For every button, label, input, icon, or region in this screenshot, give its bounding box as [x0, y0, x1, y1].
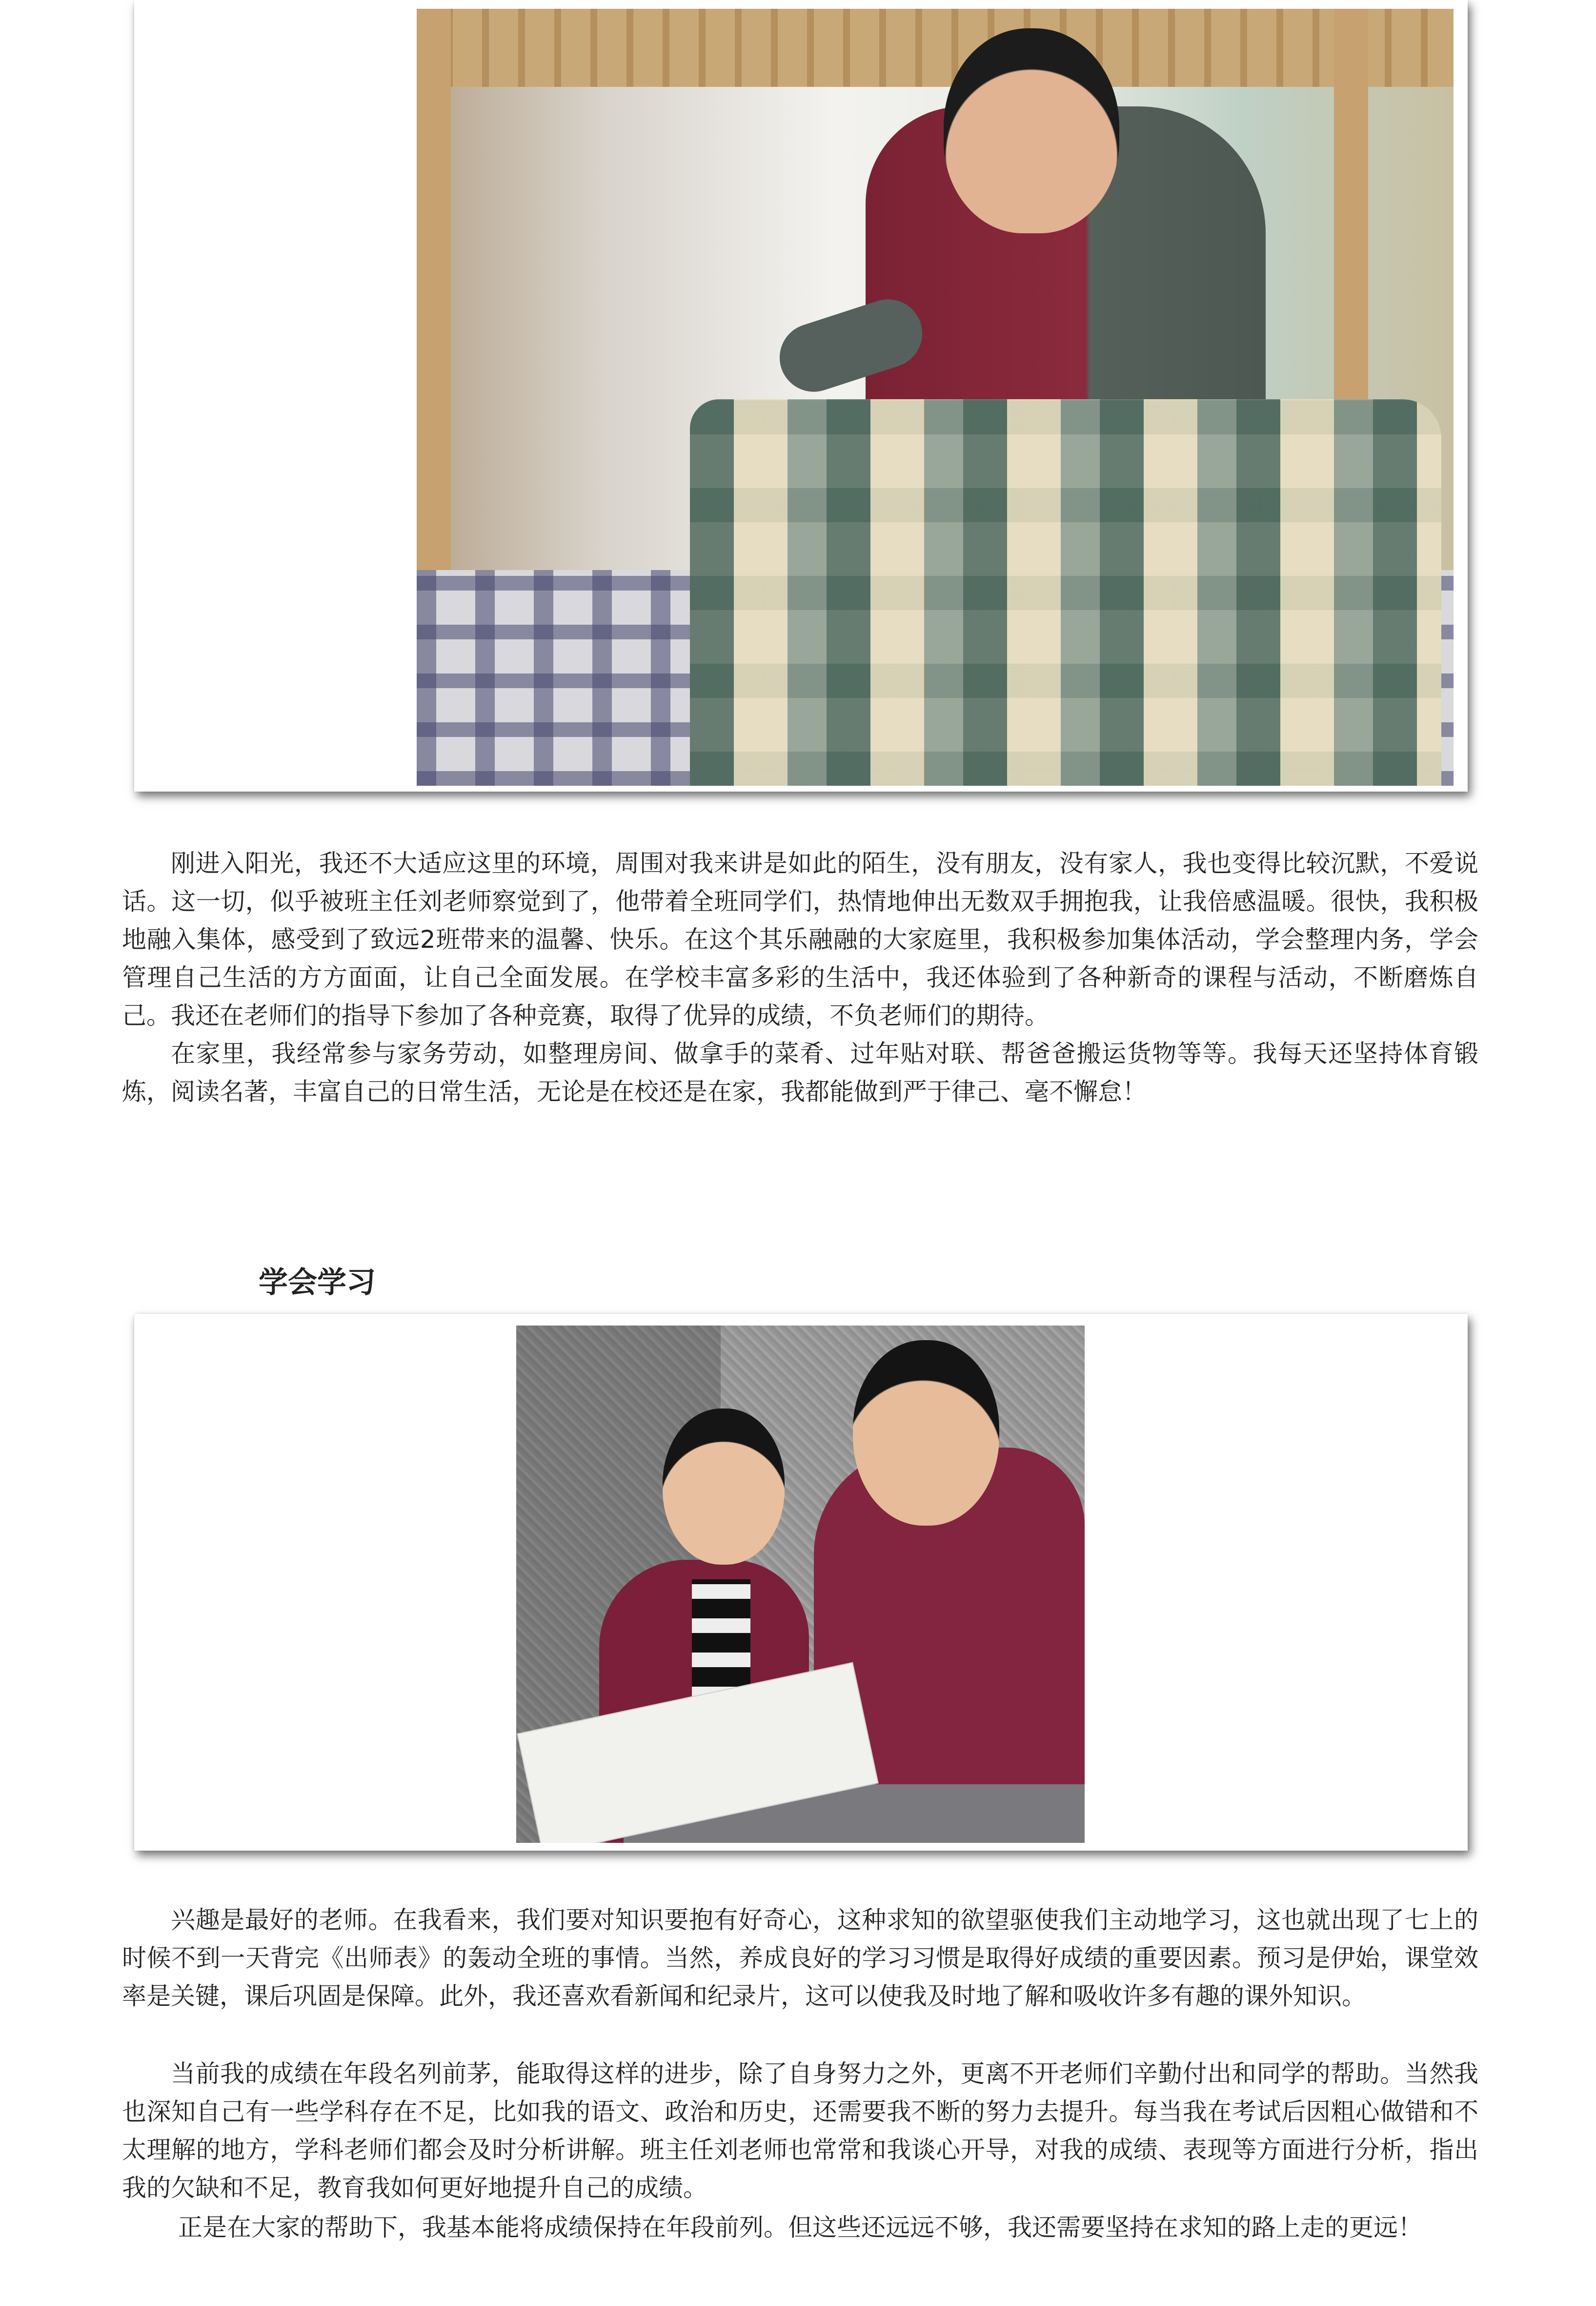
- paragraph-progress: 当前我的成绩在年段名列前茅，能取得这样的进步，除了自身努力之外，更离不开老师们辛勤付出和同学的帮助。当然我也深知自己有一些学科存在不足，比如我的语文、政治和历史，还需要我不断的努力去提升。每当我在考试后因粗心做错和不太理解的地方，学科老师们都会及时分析讲解。班主任刘老师也常常和我谈心开导，对我的成绩、表现等方面进行分析，指出我的欠缺和不足，教育我如何更好地提升自己的成绩。: [122, 2060, 1478, 2202]
- paragraph-interest: 兴趣是最好的老师。在我看来，我们要对知识要抱有好奇心，这种求知的欲望驱使我们主动地学习，这也就出现了七上的时候不到一天背完《出师表》的轰动全班的事情。当然，养成良好的学习习惯是取得好成绩的重要因素。预习是伊始，课堂效率是关键，课后巩固是保障。此外，我还喜欢看新闻和纪录片，这可以使我及时地了解和吸收许多有趣的课外知识。: [122, 1906, 1478, 2010]
- photo-frame-dorm: [134, 0, 1468, 792]
- plaid-blanket: [690, 399, 1441, 786]
- bunk-frame: [417, 9, 1454, 87]
- paragraph-home-life: 在家里，我经常参与家务劳动，如整理房间、做拿手的菜肴、过年贴对联、帮爸爸搬运货物等等。我每天还坚持体育锻炼，阅读名著，丰富自己的日常生活，无论是在校还是在家，我都能做到严于律己、毫不懈怠！: [122, 1040, 1478, 1106]
- photo-frame-study: [134, 1314, 1468, 1851]
- dorm-photo: [417, 9, 1454, 786]
- paragraph-conclusion: 正是在大家的帮助下，我基本能将成绩保持在年段前列。但这些还远远不够，我还需要坚持在求知的路上走的更远！: [178, 2213, 1422, 2242]
- study-photo: [516, 1326, 1085, 1843]
- section-heading: 学会学习: [259, 1265, 376, 1300]
- paragraph-school-life: 刚进入阳光，我还不大适应这里的环境，周围对我来讲是如此的陌生，没有朋友，没有家人，我也变得比较沉默，不爱说话。这一切，似乎被班主任刘老师察觉到了，他带着全班同学们，热情地伸出无数双手拥抱我，让我倍感温暖。很快，我积极地融入集体，感受到了致远2班带来的温馨、快乐。在这个其乐融融的大家庭里，我积极参加集体活动，学会整理内务，学会管理自己生活的方方面面，让自己全面发展。在学校丰富多彩的生活中，我还体验到了各种新奇的课程与活动，不断磨炼自己。我还在老师们的指导下参加了各种竞赛，取得了优异的成绩，不负老师们的期待。: [122, 849, 1478, 1030]
- student-head: [663, 1408, 785, 1565]
- student-head: [853, 1340, 999, 1526]
- student-head: [944, 28, 1119, 233]
